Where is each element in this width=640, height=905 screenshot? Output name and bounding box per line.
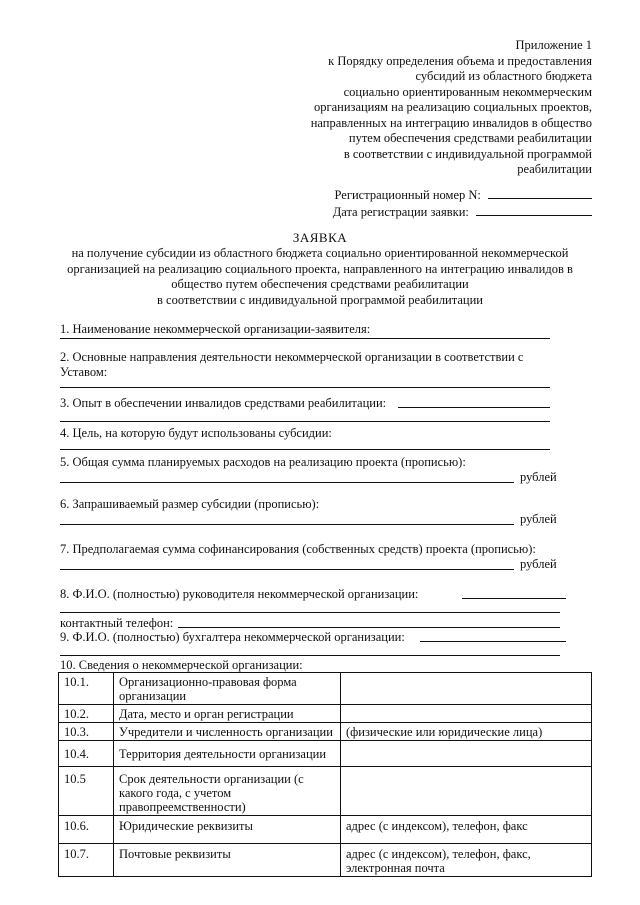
appendix-line: путем обеспечения средствами реабилитации [348, 131, 592, 145]
registration-date-row [262, 203, 592, 220]
section-1-field[interactable] [60, 338, 550, 339]
section-2-field[interactable] [60, 387, 550, 388]
appendix-line: в соответствии с индивидуальной программой [343, 146, 592, 161]
section-7-label: 7. Предполагаемая сумма софинансирования (собственных средств) проекта (прописью): [60, 542, 536, 556]
row-value[interactable]: (физические или юридические лица) [341, 723, 592, 741]
row-name: Срок деятельности организации (с какого года, с учетом правопреемственности) [114, 767, 341, 816]
section-5-currency: рублей [520, 470, 557, 484]
subtitle-line: общество путем обеспечения средствами реабилитации [171, 277, 469, 291]
appendix-header [262, 38, 592, 178]
row-name: Почтовые реквизиты [114, 844, 341, 877]
table-row [59, 767, 592, 816]
registration-number-label: Регистрационный номер N: [334, 188, 481, 202]
appendix-line: социально ориентированным некоммерческим [343, 84, 592, 99]
section-7-currency: рублей [520, 557, 557, 571]
appendix-line: реабилитации [517, 162, 592, 176]
section-8-phone-field[interactable] [178, 627, 560, 628]
document-subtitle [40, 246, 600, 308]
section-9-label: 9. Ф.И.О. (полностью) бухгалтера некоммерческой организации: [60, 630, 405, 644]
registration-date-field[interactable] [476, 203, 592, 216]
table-row [59, 741, 592, 767]
appendix-line: к Порядку определения объема и предоставления [328, 53, 592, 68]
section-8-field[interactable] [60, 612, 560, 613]
row-name: Территория деятельности организации [114, 741, 341, 767]
subtitle-line: на получение субсидии из областного бюджета социально ориентированной некоммерческой [71, 246, 569, 260]
row-name: Учредители и численность организации [114, 723, 341, 741]
registration-date-label: Дата регистрации заявки: [332, 205, 469, 219]
row-name: Юридические реквизиты [114, 816, 341, 844]
section-2-label-line2: Уставом: [60, 365, 108, 379]
table-row [59, 705, 592, 723]
section-2-label-line1: 2. Основные направления деятельности некоммерческой организации в соответствии с [60, 350, 524, 364]
row-value[interactable] [341, 673, 592, 705]
table-row [59, 816, 592, 844]
section-10-label: 10. Сведения о некоммерческой организации: [60, 658, 303, 672]
appendix-line: субсидий из областного бюджета [415, 69, 592, 83]
section-6-field[interactable] [60, 524, 514, 525]
section-8-field-inline[interactable] [462, 598, 566, 599]
section-8-phone-label: контактный телефон: [60, 616, 174, 630]
row-number: 10.4. [59, 741, 114, 767]
section-4-field[interactable] [60, 449, 550, 450]
row-value[interactable]: адрес (с индексом), телефон, факс, электронная почта [341, 844, 592, 877]
section-5-field[interactable] [60, 482, 514, 483]
section-3-label: 3. Опыт в обеспечении инвалидов средствами реабилитации: [60, 396, 387, 410]
row-number: 10.3. [59, 723, 114, 741]
row-number: 10.2. [59, 705, 114, 723]
section-3-field-inline[interactable] [398, 407, 550, 408]
section-9-field-inline[interactable] [420, 641, 566, 642]
section-4-label: 4. Цель, на которую будут использованы субсидии: [60, 426, 332, 440]
row-number: 10.6. [59, 816, 114, 844]
table-row [59, 844, 592, 877]
row-number: 10.5 [59, 767, 114, 816]
section-3-field[interactable] [60, 421, 550, 422]
table-row [59, 673, 592, 705]
section-7-field[interactable] [60, 569, 514, 570]
subtitle-line: в соответствии с индивидуальной программой реабилитации [157, 292, 483, 307]
section-1-label: 1. Наименование некоммерческой организации-заявителя: [60, 322, 371, 336]
organization-info-table [58, 672, 592, 877]
appendix-line: Приложение 1 [515, 38, 592, 52]
row-value[interactable]: адрес (с индексом), телефон, факс [341, 816, 592, 844]
registration-block [262, 186, 592, 220]
appendix-line: организациям на реализацию социальных проектов, [313, 100, 592, 114]
row-name: Дата, место и орган регистрации [114, 705, 341, 723]
appendix-line: направленных на интеграцию инвалидов в общество [310, 115, 592, 130]
row-value[interactable] [341, 741, 592, 767]
section-6-currency: рублей [520, 512, 557, 526]
section-5-label: 5. Общая сумма планируемых расходов на реализацию проекта (прописью): [60, 455, 466, 469]
row-number: 10.1. [59, 673, 114, 705]
row-value[interactable] [341, 767, 592, 816]
table-row [59, 723, 592, 741]
registration-number-field[interactable] [488, 186, 592, 199]
section-8-label: 8. Ф.И.О. (полностью) руководителя некоммерческой организации: [60, 587, 419, 601]
document-title: ЗАЯВКА [292, 230, 348, 245]
section-2-label [60, 350, 570, 380]
row-name: Организационно-правовая форма организации [114, 673, 341, 705]
section-9-field[interactable] [60, 655, 560, 656]
registration-number-row [262, 186, 592, 203]
subtitle-line: организацией на реализацию социального проекта, направленного на интеграцию инвалидов в [67, 261, 573, 276]
section-6-label: 6. Запрашиваемый размер субсидии (прописью): [60, 497, 320, 511]
row-number: 10.7. [59, 844, 114, 877]
row-value[interactable] [341, 705, 592, 723]
